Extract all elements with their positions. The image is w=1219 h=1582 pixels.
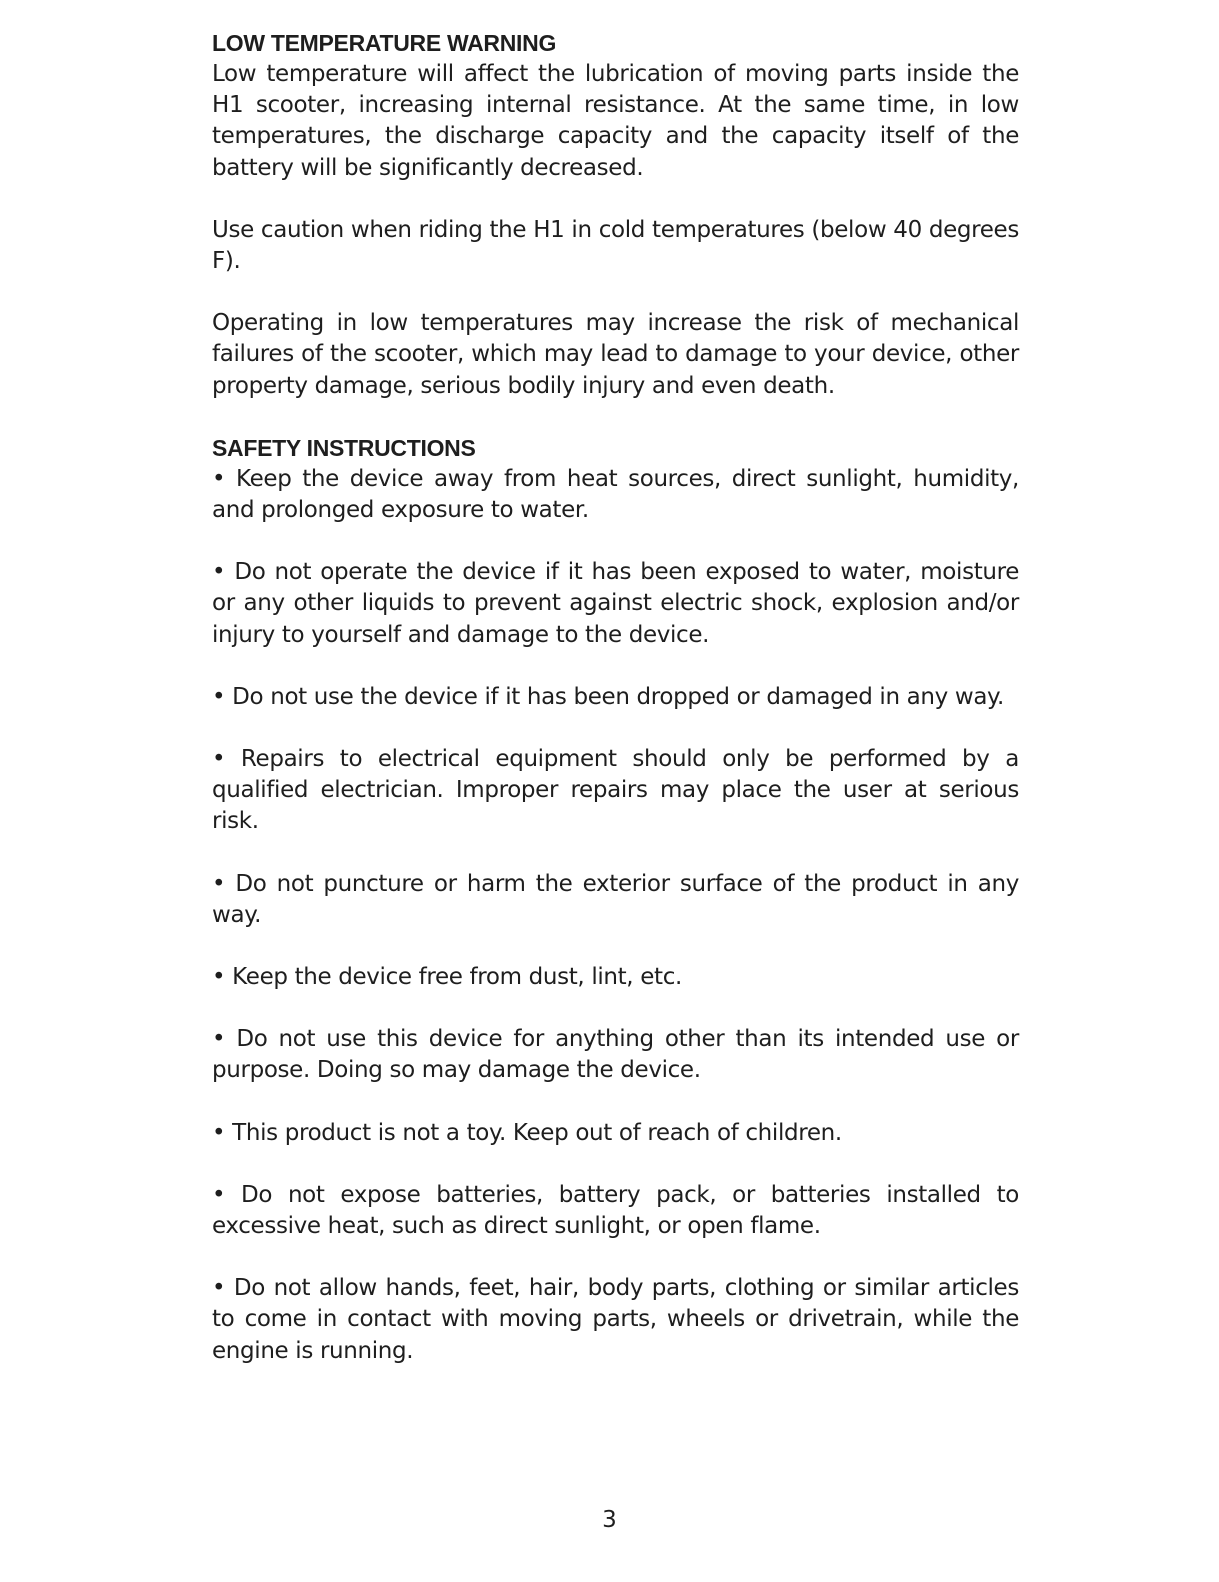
safety-item: • Do not allow hands, feet, hair, body parts, clothing or similar articles to come in contact with moving parts, wheels or drivetrain, while the engine is running.: [212, 1275, 1019, 1364]
low-temperature-paragraph: Use caution when riding the H1 in cold temperatures (below 40 degrees F).: [212, 216, 1019, 275]
safety-item: • This product is not a toy. Keep out of reach of children.: [212, 1119, 842, 1146]
safety-item: • Keep the device free from dust, lint, etc.: [212, 964, 682, 991]
safety-item: • Do not puncture or harm the exterior surface of the product in any way.: [212, 870, 1019, 928]
safety-item: • Do not operate the device if it has been exposed to water, moisture or any other liquids to prevent against electric shock, explosion and/or injury to yourself and damage to the device.: [212, 559, 1019, 648]
safety-instructions-heading: SAFETY INSTRUCTIONS: [212, 434, 476, 461]
safety-item: • Repairs to electrical equipment should only be performed by a qualified electrician. Improper repairs may place the user at serious risk.: [212, 746, 1019, 835]
safety-item: • Keep the device away from heat sources, direct sunlight, humidity, and prolonged exposure to water.: [212, 465, 1019, 524]
low-temperature-paragraph: Low temperature will affect the lubrication of moving parts inside the H1 scooter, increasing internal resistance. At the same time, in low temperatures, the discharge capacity and the capacity itself of the battery will be significantly decreased.: [212, 61, 1019, 181]
safety-item: • Do not use the device if it has been dropped or damaged in any way.: [212, 683, 1005, 710]
page-number: 3: [602, 1507, 617, 1533]
safety-item: • Do not use this device for anything other than its intended use or purpose. Doing so may damage the device.: [212, 1026, 1019, 1084]
low-temperature-paragraph: Operating in low temperatures may increase the risk of mechanical failures of the scooter, which may lead to damage to your device, other property damage, serious bodily injury and even death.: [212, 310, 1019, 399]
low-temperature-heading: LOW TEMPERATURE WARNING: [212, 30, 557, 56]
page-content: [212, 28, 1019, 1367]
safety-item: • Do not expose batteries, battery pack, or batteries installed to excessive heat, such as direct sunlight, or open flame.: [212, 1181, 1019, 1240]
